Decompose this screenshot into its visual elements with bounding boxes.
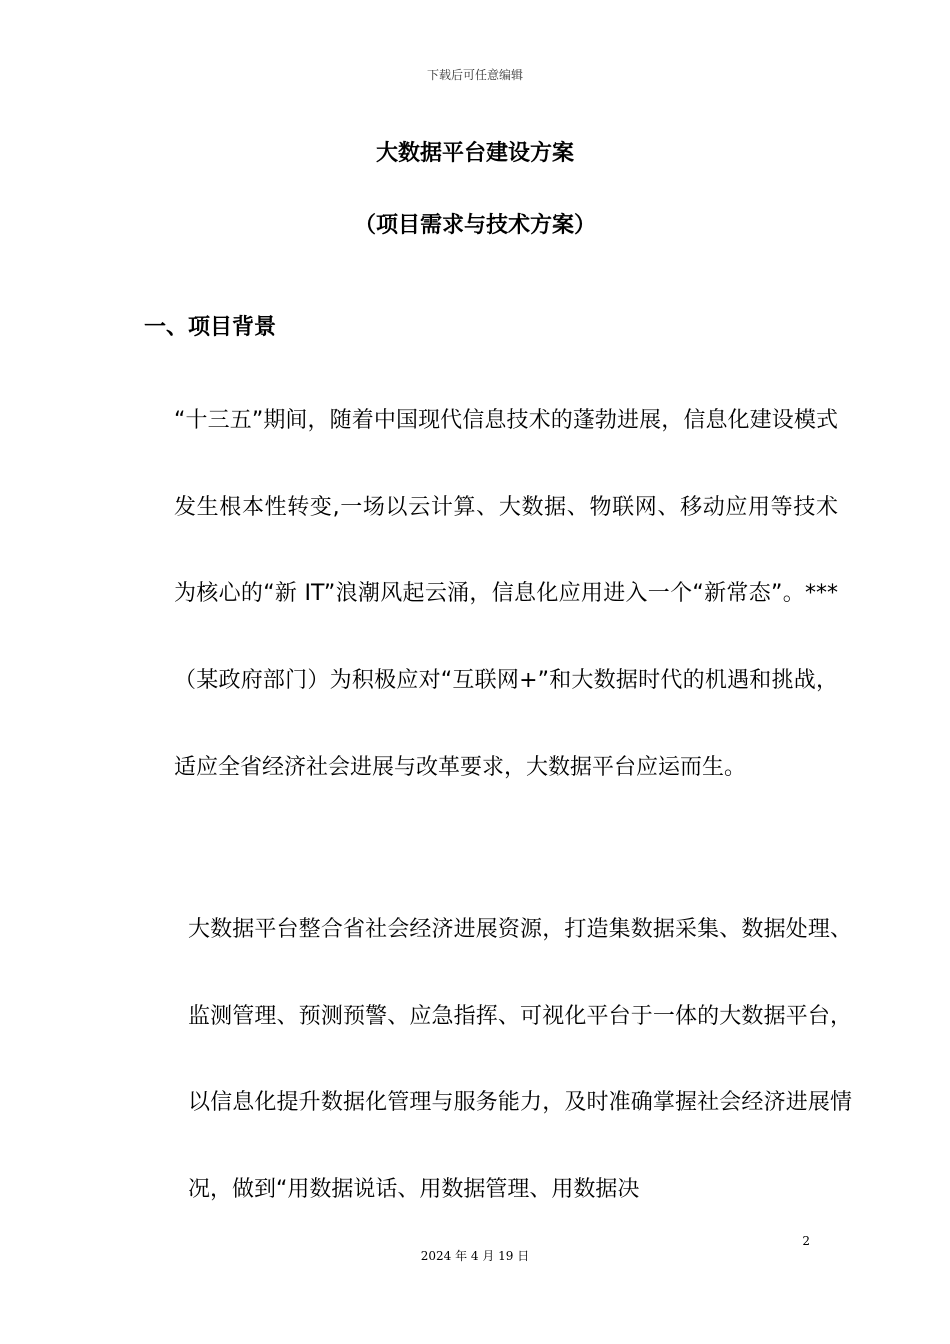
page-footer-date: 2024 年 4 月 19 日 [420, 1249, 530, 1263]
section-heading: 一、项目背景 [144, 315, 277, 340]
paragraph-2: 大数据平台整合省社会经济进展资源，打造集数据采集、数据处理、监测管理、预测预警、应急指挥、可视化平台于一体的大数据平台，以信息化提升数据化管理与服务能力，及时准确掌握社会经济进展情况，做到“用数据说话、用数据管理、用数据决 [188, 917, 852, 1203]
document-subtitle: （项目需求与技术方案） [353, 213, 596, 238]
page-header: 下载后可任意编辑 [426, 68, 523, 82]
page-number: 2 [802, 1234, 810, 1248]
document-title: 大数据平台建设方案 [375, 141, 574, 166]
paragraph-1: “十三五”期间，随着中国现代信息技术的蓬勃进展，信息化建设模式发生根本性转变,一场以云计算、大数据、物联网、移动应用等技术为核心的“新 IT”浪潮风起云涌，信息化应用进入一个“新常态”。***（某政府部门）为积极应对“互联网+”和大数据时代的机遇和挑战，适应全省经济社会进展与改革要求，大数据平台应运而生。 [174, 408, 838, 780]
